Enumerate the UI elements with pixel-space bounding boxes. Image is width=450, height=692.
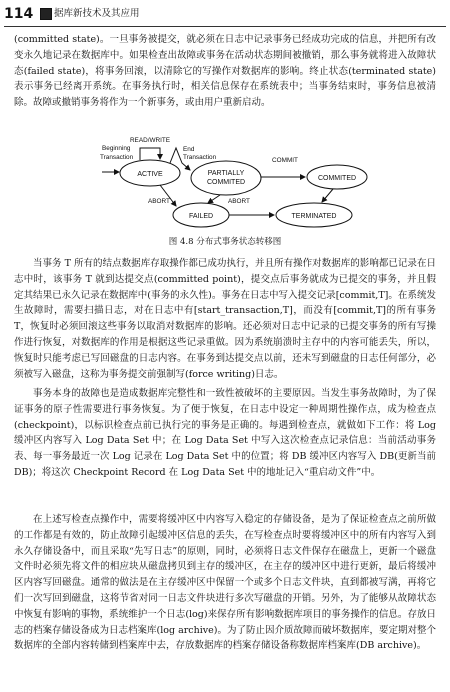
figure-caption: 图 4.8 分布式事务状态转移图 bbox=[168, 237, 282, 247]
state-active-label: ACTIVE bbox=[137, 171, 163, 178]
edge-abort-partial bbox=[208, 195, 220, 203]
state-partially-committed-node bbox=[191, 161, 261, 195]
edge-end-label-1: End bbox=[183, 146, 195, 153]
edge-end-label-2: Transaction bbox=[183, 154, 217, 161]
edge-read-write-loop bbox=[140, 148, 160, 160]
running-title: 据库新技术及其应用 bbox=[54, 8, 140, 19]
paragraph-3: 事务本身的故障也是造成数据库完整性和一致性被破坏的主要原因。当发生事务故障时，为了保证事务的原子性需要进行事务恢复。为了便于恢复，在日志中设定一种周期性操作点，成为检查点(checkpoint)，以标识检查点前已执行完的事务是正确的。每遇到检查点，就做如下工作：将 Log 缓冲区内容写入 Log Data Set 中；在 Log Data Set 中写入这次检查点记录信息：当前活动事务表、每一事务最近一次 Log 记录在 Log Data Set 中的位置；将 DB 缓冲区内容写入 DB(更新当前 DB)；将这次 Checkpoint Record 在 Log Data Set 中的地址记入“重启动文件”中。 bbox=[14, 388, 436, 478]
edge-commit-label: COMMIT bbox=[272, 157, 298, 164]
state-partially-label-2: COMMITED bbox=[206, 179, 246, 186]
edge-committed-terminated bbox=[322, 189, 333, 202]
state-partially-label-1: PARTIALLY bbox=[207, 170, 245, 177]
edge-read-write-label: READ/WRITE bbox=[129, 137, 171, 144]
paragraph-4: 在上述写检查点操作中，需要将缓冲区中内容写入稳定的存储设备，是为了保证检查点之前所做的工作都是有效的，防止故障引起缓冲区信息的丢失，在写检查点时要将缓冲区中的所有内容写入到永久存储设备中，而且采取“先写日志”的原则，同时，必须将日志文件保存在磁盘上，更新一个磁盘文件时必须先将文件的相应块从磁盘拷贝到主存的缓冲区，在主存的缓冲区中进行更新，最后将缓冲区内容写回磁盘。通常的做法是在主存缓冲区中保留一个或多个日志文件块，直到都被写满，再将它们一次写回到磁盘，这将节省对同一日志文件块进行多次写磁盘的开销。另外，为了能够从故障状态中恢复有影响的事物，系统维护一个日志(log)来保存所有影响数据库项目的事务操作的信息。存放日志的档案存储设备成为日志档案库(log archive)。为了防止因介质故障而破坏数据库，要定期对整个数据库的全部内容转储到档案库中去，存放数据库的档案存储设备称数据库档案库(DB archive)。 bbox=[14, 514, 436, 652]
edge-beginning-label-2: Transaction bbox=[100, 154, 134, 161]
state-terminated-label: TERMINATED bbox=[291, 213, 337, 220]
edge-beginning-label-1: Beginning bbox=[102, 145, 131, 152]
state-transition-diagram bbox=[0, 0, 450, 260]
state-failed-label: FAILED bbox=[188, 213, 214, 220]
paragraph-1: (committed state)。一旦事务被提交，就必须在日志中记录事务已经成功完成的信息，并把所有改变永久地记录在数据库中。如果检查出故障或事务在活动状态期间被撤销，那么事务就将进入故障状态(failed state)，将事务回滚，以清除它的写操作对数据库的影响。终止状态(terminated state)表示事务已经离开系统。在事务执行时，相关信息保存在系统表中；当事务结束时，事务信息被清除。故障或撤销事务将作为一个新事务，或由用户重新启动。 bbox=[14, 34, 436, 109]
state-committed-label: COMMITED bbox=[317, 175, 357, 182]
paragraph-2: 当事务 T 所有的结点数据库存取操作都已成功执行，并且所有操作对数据库的影响都已记录在日志中时，该事务 T 就到达提交点(committed point)，提交点后事务就成为已提交的事务，并且假定其结果已永久记录在数据库中(事务的永久性)。事务在日志中写入提交记录[commit,T]。在系统发生故障时，需要扫描日志，对在日志中有[start_transaction,T]，而没有[commit,T]的所有事务 T，恢复时必须回滚这些事务以取消对数据库的影响。还必须对日志中记录的已提交事务的所有写操作进行恢复，对数据库的作用是根据这些记录重做。因为系统崩溃时主存中的内容可能丢失，所以，恢复时只能考虑已写回磁盘的日志内容。在事务到达提交点以前，还未写到磁盘的日志任何部分，必须被写入磁盘，这称为事务提交前强制写(force writing)日志。 bbox=[14, 258, 436, 380]
page-number: 114 bbox=[4, 6, 34, 22]
edge-abort-right-label: ABORT bbox=[228, 198, 250, 205]
edge-abort-left-label: ABORT bbox=[148, 198, 170, 205]
